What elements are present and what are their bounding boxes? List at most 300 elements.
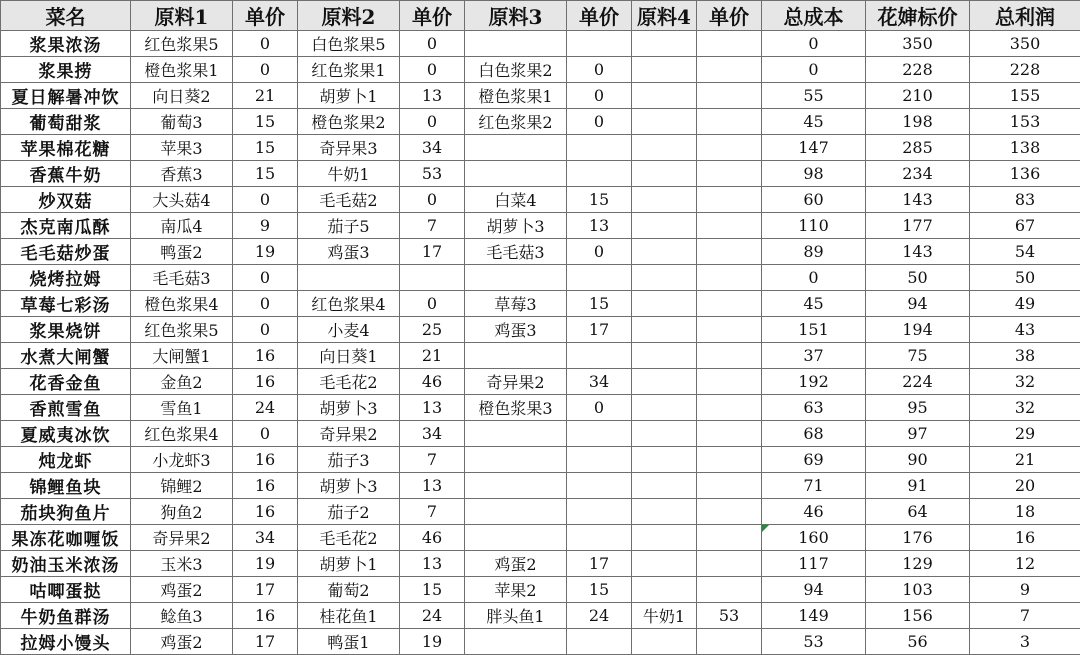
dish-name-cell[interactable]: 浆果捞: [1, 57, 131, 83]
price-1-cell[interactable]: 16: [233, 447, 298, 473]
column-header-ingredient-3[interactable]: 原料3: [465, 1, 567, 31]
list-price-cell[interactable]: 198: [866, 109, 970, 135]
column-header-ingredient-4[interactable]: 原料4: [632, 1, 697, 31]
ingredient-3-cell[interactable]: 红色浆果2: [465, 109, 567, 135]
price-4-cell[interactable]: [697, 57, 762, 83]
list-price-cell[interactable]: 143: [866, 239, 970, 265]
total-profit-cell[interactable]: 83: [970, 187, 1080, 213]
list-price-cell[interactable]: 91: [866, 473, 970, 499]
ingredient-4-cell[interactable]: [632, 161, 697, 187]
ingredient-1-cell[interactable]: 香蕉3: [131, 161, 233, 187]
ingredient-4-cell[interactable]: 牛奶1: [632, 603, 697, 629]
dish-name-cell[interactable]: 茄块狗鱼片: [1, 499, 131, 525]
price-3-cell[interactable]: [567, 135, 632, 161]
total-profit-cell[interactable]: 21: [970, 447, 1080, 473]
ingredient-2-cell[interactable]: 小麦4: [298, 317, 400, 343]
ingredient-1-cell[interactable]: 小龙虾3: [131, 447, 233, 473]
price-1-cell[interactable]: 19: [233, 551, 298, 577]
total-profit-cell[interactable]: 3: [970, 629, 1080, 655]
price-4-cell[interactable]: 53: [697, 603, 762, 629]
column-header-total-profit[interactable]: 总利润: [970, 1, 1080, 31]
total-cost-cell[interactable]: 45: [762, 109, 866, 135]
ingredient-4-cell[interactable]: [632, 421, 697, 447]
total-cost-cell[interactable]: 0: [762, 31, 866, 57]
total-cost-cell[interactable]: 60: [762, 187, 866, 213]
price-1-cell[interactable]: 15: [233, 109, 298, 135]
price-4-cell[interactable]: [697, 629, 762, 655]
total-profit-cell[interactable]: 12: [970, 551, 1080, 577]
price-2-cell[interactable]: [400, 265, 465, 291]
list-price-cell[interactable]: 90: [866, 447, 970, 473]
total-profit-cell[interactable]: 7: [970, 603, 1080, 629]
total-cost-cell[interactable]: 0: [762, 57, 866, 83]
list-price-cell[interactable]: 234: [866, 161, 970, 187]
total-cost-cell[interactable]: 37: [762, 343, 866, 369]
price-1-cell[interactable]: 34: [233, 525, 298, 551]
total-cost-cell[interactable]: 69: [762, 447, 866, 473]
ingredient-2-cell[interactable]: 鸭蛋1: [298, 629, 400, 655]
list-price-cell[interactable]: 64: [866, 499, 970, 525]
price-3-cell[interactable]: [567, 265, 632, 291]
price-3-cell[interactable]: 0: [567, 83, 632, 109]
ingredient-4-cell[interactable]: [632, 31, 697, 57]
price-2-cell[interactable]: 7: [400, 447, 465, 473]
dish-name-cell[interactable]: 毛毛菇炒蛋: [1, 239, 131, 265]
price-2-cell[interactable]: 0: [400, 187, 465, 213]
ingredient-1-cell[interactable]: 锦鲤2: [131, 473, 233, 499]
ingredient-4-cell[interactable]: [632, 265, 697, 291]
ingredient-4-cell[interactable]: [632, 317, 697, 343]
total-profit-cell[interactable]: 32: [970, 395, 1080, 421]
column-header-ingredient-1[interactable]: 原料1: [131, 1, 233, 31]
ingredient-2-cell[interactable]: 牛奶1: [298, 161, 400, 187]
column-header-price-4[interactable]: 单价: [697, 1, 762, 31]
total-cost-cell[interactable]: 0: [762, 265, 866, 291]
price-3-cell[interactable]: [567, 31, 632, 57]
ingredient-1-cell[interactable]: 雪鱼1: [131, 395, 233, 421]
price-3-cell[interactable]: 0: [567, 109, 632, 135]
ingredient-1-cell[interactable]: 橙色浆果4: [131, 291, 233, 317]
dish-name-cell[interactable]: 夏日解暑冲饮: [1, 83, 131, 109]
price-2-cell[interactable]: 17: [400, 239, 465, 265]
ingredient-1-cell[interactable]: 玉米3: [131, 551, 233, 577]
ingredient-4-cell[interactable]: [632, 395, 697, 421]
list-price-cell[interactable]: 50: [866, 265, 970, 291]
price-4-cell[interactable]: [697, 31, 762, 57]
total-profit-cell[interactable]: 20: [970, 473, 1080, 499]
total-cost-cell[interactable]: 89: [762, 239, 866, 265]
list-price-cell[interactable]: 94: [866, 291, 970, 317]
ingredient-1-cell[interactable]: 金鱼2: [131, 369, 233, 395]
price-1-cell[interactable]: 19: [233, 239, 298, 265]
price-1-cell[interactable]: 15: [233, 161, 298, 187]
price-4-cell[interactable]: [697, 239, 762, 265]
ingredient-2-cell[interactable]: 奇异果3: [298, 135, 400, 161]
total-cost-cell[interactable]: 46: [762, 499, 866, 525]
column-header-ingredient-2[interactable]: 原料2: [298, 1, 400, 31]
column-header-dish[interactable]: 菜名: [1, 1, 131, 31]
dish-name-cell[interactable]: 咕唧蛋挞: [1, 577, 131, 603]
ingredient-1-cell[interactable]: 鸭蛋2: [131, 239, 233, 265]
ingredient-4-cell[interactable]: [632, 135, 697, 161]
price-4-cell[interactable]: [697, 291, 762, 317]
total-cost-cell[interactable]: 63: [762, 395, 866, 421]
total-profit-cell[interactable]: 136: [970, 161, 1080, 187]
total-profit-cell[interactable]: 50: [970, 265, 1080, 291]
ingredient-2-cell[interactable]: 红色浆果4: [298, 291, 400, 317]
dish-name-cell[interactable]: 香煎雪鱼: [1, 395, 131, 421]
price-1-cell[interactable]: 0: [233, 265, 298, 291]
total-cost-cell[interactable]: 192: [762, 369, 866, 395]
ingredient-1-cell[interactable]: 向日葵2: [131, 83, 233, 109]
price-1-cell[interactable]: 0: [233, 291, 298, 317]
ingredient-3-cell[interactable]: [465, 265, 567, 291]
ingredient-2-cell[interactable]: [298, 265, 400, 291]
ingredient-3-cell[interactable]: [465, 135, 567, 161]
price-2-cell[interactable]: 46: [400, 525, 465, 551]
price-1-cell[interactable]: 17: [233, 629, 298, 655]
ingredient-2-cell[interactable]: 胡萝卜3: [298, 473, 400, 499]
ingredient-2-cell[interactable]: 桂花鱼1: [298, 603, 400, 629]
total-cost-cell[interactable]: 147: [762, 135, 866, 161]
price-4-cell[interactable]: [697, 109, 762, 135]
ingredient-3-cell[interactable]: [465, 473, 567, 499]
ingredient-1-cell[interactable]: 鲶鱼3: [131, 603, 233, 629]
price-4-cell[interactable]: [697, 135, 762, 161]
ingredient-2-cell[interactable]: 胡萝卜1: [298, 551, 400, 577]
price-1-cell[interactable]: 15: [233, 135, 298, 161]
list-price-cell[interactable]: 210: [866, 83, 970, 109]
dish-name-cell[interactable]: 草莓七彩汤: [1, 291, 131, 317]
price-2-cell[interactable]: 13: [400, 551, 465, 577]
price-4-cell[interactable]: [697, 395, 762, 421]
dish-name-cell[interactable]: 葡萄甜浆: [1, 109, 131, 135]
ingredient-3-cell[interactable]: [465, 447, 567, 473]
price-3-cell[interactable]: 34: [567, 369, 632, 395]
price-1-cell[interactable]: 16: [233, 603, 298, 629]
ingredient-1-cell[interactable]: 红色浆果5: [131, 317, 233, 343]
ingredient-3-cell[interactable]: 毛毛菇3: [465, 239, 567, 265]
ingredient-4-cell[interactable]: [632, 499, 697, 525]
total-cost-cell[interactable]: 68: [762, 421, 866, 447]
price-3-cell[interactable]: [567, 447, 632, 473]
price-4-cell[interactable]: [697, 525, 762, 551]
price-2-cell[interactable]: 15: [400, 577, 465, 603]
price-2-cell[interactable]: 13: [400, 395, 465, 421]
ingredient-2-cell[interactable]: 奇异果2: [298, 421, 400, 447]
total-cost-cell[interactable]: 151: [762, 317, 866, 343]
price-2-cell[interactable]: 24: [400, 603, 465, 629]
total-cost-cell[interactable]: 45: [762, 291, 866, 317]
ingredient-1-cell[interactable]: 鸡蛋2: [131, 629, 233, 655]
ingredient-2-cell[interactable]: 向日葵1: [298, 343, 400, 369]
price-4-cell[interactable]: [697, 317, 762, 343]
ingredient-3-cell[interactable]: 胖头鱼1: [465, 603, 567, 629]
price-3-cell[interactable]: 0: [567, 239, 632, 265]
column-header-price-2[interactable]: 单价: [400, 1, 465, 31]
ingredient-1-cell[interactable]: 狗鱼2: [131, 499, 233, 525]
list-price-cell[interactable]: 285: [866, 135, 970, 161]
column-header-list-price[interactable]: 花婶标价: [866, 1, 970, 31]
total-profit-cell[interactable]: 32: [970, 369, 1080, 395]
ingredient-2-cell[interactable]: 胡萝卜3: [298, 395, 400, 421]
list-price-cell[interactable]: 97: [866, 421, 970, 447]
dish-name-cell[interactable]: 拉姆小馒头: [1, 629, 131, 655]
total-cost-cell[interactable]: 71: [762, 473, 866, 499]
ingredient-2-cell[interactable]: 茄子5: [298, 213, 400, 239]
dish-name-cell[interactable]: 炖龙虾: [1, 447, 131, 473]
list-price-cell[interactable]: 129: [866, 551, 970, 577]
price-4-cell[interactable]: [697, 447, 762, 473]
dish-name-cell[interactable]: 水煮大闸蟹: [1, 343, 131, 369]
price-2-cell[interactable]: 34: [400, 421, 465, 447]
ingredient-2-cell[interactable]: 茄子2: [298, 499, 400, 525]
ingredient-4-cell[interactable]: [632, 83, 697, 109]
price-3-cell[interactable]: 13: [567, 213, 632, 239]
total-profit-cell[interactable]: 155: [970, 83, 1080, 109]
price-3-cell[interactable]: 0: [567, 57, 632, 83]
ingredient-4-cell[interactable]: [632, 291, 697, 317]
price-4-cell[interactable]: [697, 161, 762, 187]
dish-name-cell[interactable]: 锦鲤鱼块: [1, 473, 131, 499]
price-3-cell[interactable]: 15: [567, 187, 632, 213]
ingredient-1-cell[interactable]: 橙色浆果1: [131, 57, 233, 83]
ingredient-1-cell[interactable]: 南瓜4: [131, 213, 233, 239]
ingredient-3-cell[interactable]: 白色浆果2: [465, 57, 567, 83]
list-price-cell[interactable]: 350: [866, 31, 970, 57]
total-profit-cell[interactable]: 9: [970, 577, 1080, 603]
ingredient-3-cell[interactable]: [465, 525, 567, 551]
ingredient-1-cell[interactable]: 红色浆果5: [131, 31, 233, 57]
ingredient-3-cell[interactable]: [465, 161, 567, 187]
total-profit-cell[interactable]: 138: [970, 135, 1080, 161]
list-price-cell[interactable]: 224: [866, 369, 970, 395]
list-price-cell[interactable]: 95: [866, 395, 970, 421]
price-2-cell[interactable]: 25: [400, 317, 465, 343]
ingredient-3-cell[interactable]: 鸡蛋2: [465, 551, 567, 577]
column-header-price-3[interactable]: 单价: [567, 1, 632, 31]
price-4-cell[interactable]: [697, 499, 762, 525]
price-2-cell[interactable]: 0: [400, 57, 465, 83]
total-cost-cell[interactable]: 160: [762, 525, 866, 551]
price-1-cell[interactable]: 9: [233, 213, 298, 239]
ingredient-3-cell[interactable]: 草莓3: [465, 291, 567, 317]
list-price-cell[interactable]: 228: [866, 57, 970, 83]
ingredient-2-cell[interactable]: 毛毛花2: [298, 369, 400, 395]
dish-name-cell[interactable]: 浆果浓汤: [1, 31, 131, 57]
total-profit-cell[interactable]: 43: [970, 317, 1080, 343]
ingredient-2-cell[interactable]: 白色浆果5: [298, 31, 400, 57]
ingredient-3-cell[interactable]: 鸡蛋3: [465, 317, 567, 343]
price-1-cell[interactable]: 0: [233, 57, 298, 83]
column-header-price-1[interactable]: 单价: [233, 1, 298, 31]
total-profit-cell[interactable]: 38: [970, 343, 1080, 369]
list-price-cell[interactable]: 75: [866, 343, 970, 369]
total-profit-cell[interactable]: 153: [970, 109, 1080, 135]
ingredient-2-cell[interactable]: 鸡蛋3: [298, 239, 400, 265]
list-price-cell[interactable]: 143: [866, 187, 970, 213]
price-3-cell[interactable]: [567, 525, 632, 551]
price-1-cell[interactable]: 0: [233, 421, 298, 447]
ingredient-1-cell[interactable]: 毛毛菇3: [131, 265, 233, 291]
price-1-cell[interactable]: 17: [233, 577, 298, 603]
dish-name-cell[interactable]: 杰克南瓜酥: [1, 213, 131, 239]
ingredient-3-cell[interactable]: [465, 343, 567, 369]
column-header-total-cost[interactable]: 总成本: [762, 1, 866, 31]
price-3-cell[interactable]: 24: [567, 603, 632, 629]
ingredient-2-cell[interactable]: 红色浆果1: [298, 57, 400, 83]
price-3-cell[interactable]: 17: [567, 317, 632, 343]
price-1-cell[interactable]: 24: [233, 395, 298, 421]
price-4-cell[interactable]: [697, 577, 762, 603]
price-2-cell[interactable]: 19: [400, 629, 465, 655]
ingredient-3-cell[interactable]: 橙色浆果3: [465, 395, 567, 421]
price-2-cell[interactable]: 13: [400, 83, 465, 109]
total-cost-cell[interactable]: 110: [762, 213, 866, 239]
ingredient-2-cell[interactable]: 胡萝卜1: [298, 83, 400, 109]
price-1-cell[interactable]: 0: [233, 317, 298, 343]
price-2-cell[interactable]: 7: [400, 499, 465, 525]
ingredient-4-cell[interactable]: [632, 551, 697, 577]
price-4-cell[interactable]: [697, 213, 762, 239]
ingredient-3-cell[interactable]: 苹果2: [465, 577, 567, 603]
ingredient-1-cell[interactable]: 大闸蟹1: [131, 343, 233, 369]
ingredient-1-cell[interactable]: 鸡蛋2: [131, 577, 233, 603]
dish-name-cell[interactable]: 浆果烧饼: [1, 317, 131, 343]
ingredient-2-cell[interactable]: 葡萄2: [298, 577, 400, 603]
price-1-cell[interactable]: 16: [233, 343, 298, 369]
price-3-cell[interactable]: [567, 499, 632, 525]
price-3-cell[interactable]: [567, 343, 632, 369]
ingredient-3-cell[interactable]: [465, 31, 567, 57]
dish-name-cell[interactable]: 花香金鱼: [1, 369, 131, 395]
total-cost-cell[interactable]: 94: [762, 577, 866, 603]
ingredient-4-cell[interactable]: [632, 57, 697, 83]
dish-name-cell[interactable]: 烧烤拉姆: [1, 265, 131, 291]
total-profit-cell[interactable]: 16: [970, 525, 1080, 551]
ingredient-4-cell[interactable]: [632, 187, 697, 213]
price-2-cell[interactable]: 46: [400, 369, 465, 395]
ingredient-4-cell[interactable]: [632, 473, 697, 499]
total-cost-cell[interactable]: 55: [762, 83, 866, 109]
ingredient-3-cell[interactable]: 胡萝卜3: [465, 213, 567, 239]
total-cost-cell[interactable]: 98: [762, 161, 866, 187]
ingredient-4-cell[interactable]: [632, 447, 697, 473]
price-1-cell[interactable]: 16: [233, 369, 298, 395]
ingredient-1-cell[interactable]: 苹果3: [131, 135, 233, 161]
price-3-cell[interactable]: 15: [567, 577, 632, 603]
price-3-cell[interactable]: 17: [567, 551, 632, 577]
total-profit-cell[interactable]: 67: [970, 213, 1080, 239]
price-4-cell[interactable]: [697, 83, 762, 109]
ingredient-4-cell[interactable]: [632, 239, 697, 265]
list-price-cell[interactable]: 103: [866, 577, 970, 603]
ingredient-4-cell[interactable]: [632, 109, 697, 135]
price-2-cell[interactable]: 34: [400, 135, 465, 161]
price-4-cell[interactable]: [697, 187, 762, 213]
total-profit-cell[interactable]: 18: [970, 499, 1080, 525]
price-4-cell[interactable]: [697, 265, 762, 291]
ingredient-1-cell[interactable]: 奇异果2: [131, 525, 233, 551]
dish-name-cell[interactable]: 夏威夷冰饮: [1, 421, 131, 447]
price-1-cell[interactable]: 16: [233, 499, 298, 525]
price-3-cell[interactable]: [567, 421, 632, 447]
price-1-cell[interactable]: 0: [233, 187, 298, 213]
ingredient-1-cell[interactable]: 大头菇4: [131, 187, 233, 213]
price-3-cell[interactable]: 0: [567, 395, 632, 421]
total-cost-cell[interactable]: 117: [762, 551, 866, 577]
dish-name-cell[interactable]: 炒双菇: [1, 187, 131, 213]
price-1-cell[interactable]: 0: [233, 31, 298, 57]
ingredient-3-cell[interactable]: [465, 421, 567, 447]
price-1-cell[interactable]: 21: [233, 83, 298, 109]
price-2-cell[interactable]: 21: [400, 343, 465, 369]
price-2-cell[interactable]: 0: [400, 31, 465, 57]
ingredient-2-cell[interactable]: 橙色浆果2: [298, 109, 400, 135]
dish-name-cell[interactable]: 香蕉牛奶: [1, 161, 131, 187]
price-4-cell[interactable]: [697, 473, 762, 499]
ingredient-3-cell[interactable]: 奇异果2: [465, 369, 567, 395]
dish-name-cell[interactable]: 牛奶鱼群汤: [1, 603, 131, 629]
ingredient-2-cell[interactable]: 毛毛花2: [298, 525, 400, 551]
ingredient-3-cell[interactable]: [465, 499, 567, 525]
price-4-cell[interactable]: [697, 369, 762, 395]
price-4-cell[interactable]: [697, 551, 762, 577]
list-price-cell[interactable]: 156: [866, 603, 970, 629]
dish-name-cell[interactable]: 奶油玉米浓汤: [1, 551, 131, 577]
ingredient-1-cell[interactable]: 红色浆果4: [131, 421, 233, 447]
dish-name-cell[interactable]: 果冻花咖喱饭: [1, 525, 131, 551]
ingredient-4-cell[interactable]: [632, 369, 697, 395]
price-4-cell[interactable]: [697, 343, 762, 369]
ingredient-3-cell[interactable]: [465, 629, 567, 655]
price-2-cell[interactable]: 0: [400, 291, 465, 317]
ingredient-2-cell[interactable]: 毛毛菇2: [298, 187, 400, 213]
price-2-cell[interactable]: 0: [400, 109, 465, 135]
total-profit-cell[interactable]: 350: [970, 31, 1080, 57]
ingredient-4-cell[interactable]: [632, 213, 697, 239]
ingredient-3-cell[interactable]: 白菜4: [465, 187, 567, 213]
list-price-cell[interactable]: 194: [866, 317, 970, 343]
price-4-cell[interactable]: [697, 421, 762, 447]
total-profit-cell[interactable]: 49: [970, 291, 1080, 317]
total-profit-cell[interactable]: 54: [970, 239, 1080, 265]
price-3-cell[interactable]: [567, 161, 632, 187]
price-1-cell[interactable]: 16: [233, 473, 298, 499]
total-cost-cell[interactable]: 53: [762, 629, 866, 655]
dish-name-cell[interactable]: 苹果棉花糖: [1, 135, 131, 161]
ingredient-4-cell[interactable]: [632, 577, 697, 603]
ingredient-3-cell[interactable]: 橙色浆果1: [465, 83, 567, 109]
total-cost-cell[interactable]: 149: [762, 603, 866, 629]
price-2-cell[interactable]: 53: [400, 161, 465, 187]
ingredient-4-cell[interactable]: [632, 525, 697, 551]
ingredient-2-cell[interactable]: 茄子3: [298, 447, 400, 473]
total-profit-cell[interactable]: 228: [970, 57, 1080, 83]
list-price-cell[interactable]: 56: [866, 629, 970, 655]
price-2-cell[interactable]: 13: [400, 473, 465, 499]
list-price-cell[interactable]: 176: [866, 525, 970, 551]
price-3-cell[interactable]: 15: [567, 291, 632, 317]
price-3-cell[interactable]: [567, 473, 632, 499]
ingredient-1-cell[interactable]: 葡萄3: [131, 109, 233, 135]
total-profit-cell[interactable]: 29: [970, 421, 1080, 447]
ingredient-4-cell[interactable]: [632, 629, 697, 655]
price-2-cell[interactable]: 7: [400, 213, 465, 239]
price-3-cell[interactable]: [567, 629, 632, 655]
list-price-cell[interactable]: 177: [866, 213, 970, 239]
ingredient-4-cell[interactable]: [632, 343, 697, 369]
